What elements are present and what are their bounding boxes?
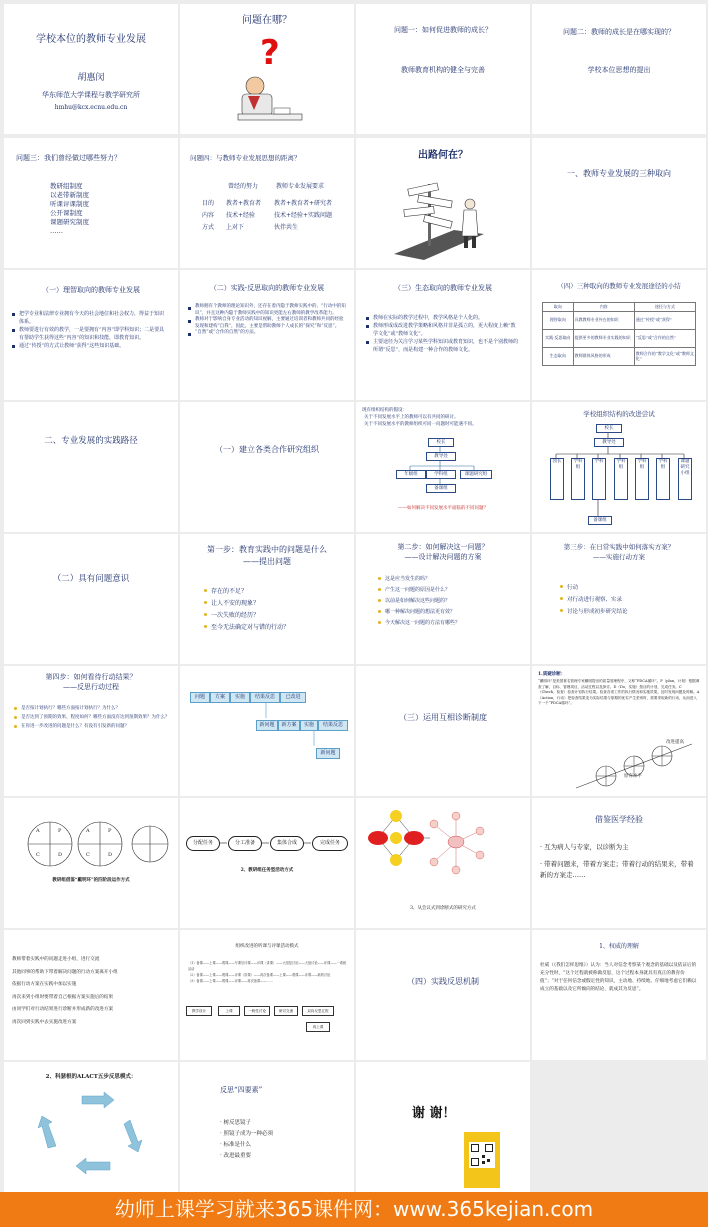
step-pill: 集体合成 <box>270 836 304 851</box>
experience-list: · 互为病人与专家，以诊断为主 · 带着问题来，带着方案走；带着行动的结果来，带着新的方案走…… <box>540 843 694 879</box>
cycle-label: A <box>36 828 40 834</box>
list-item: 互为病人与专家，以诊断为主 <box>544 843 629 851</box>
slide-9[interactable] <box>4 270 178 400</box>
step-pill: 分配任务 <box>186 836 220 851</box>
bullet-list <box>188 304 346 337</box>
column-header: 教师专业发展要求 <box>276 183 325 190</box>
org-box-unit: 学科组 <box>635 458 649 500</box>
list-item: 一次失败的经历？ <box>204 610 289 622</box>
slide-title: （三）运用互相诊断制度 <box>399 713 487 722</box>
slide-title: 第一步：教育实践中的问题是什么 <box>207 545 327 554</box>
thinking-man-icon <box>230 34 310 130</box>
list-item: 再次回到实践中去实施改进方案 <box>12 1019 77 1025</box>
row-label: 目的 <box>202 200 215 207</box>
table-row <box>543 347 696 365</box>
bullet-list <box>204 586 289 634</box>
slide-11[interactable] <box>356 270 530 400</box>
slide-12[interactable] <box>532 270 706 400</box>
slide-title: （一）理智取向的教师专业发展 <box>42 286 140 294</box>
list-item: 以前是如何解决这些问题的？ <box>378 596 460 607</box>
slide-18[interactable] <box>180 534 354 664</box>
slide-subtitle: ——提出问题 <box>243 557 291 566</box>
list-item: 依据行动方案在实践中加以实施 <box>12 982 77 987</box>
qr-code-icon <box>469 1142 495 1168</box>
row-label: 方式 <box>202 224 215 231</box>
slide-title: 二、专业发展的实践路径 <box>44 436 138 446</box>
list-item: 教师形成成改进教学策略和风格并非是孤立的，更大程度上赖“教学文化”或“教师文化”。 <box>366 322 520 338</box>
table-cell: 上对下 <box>226 224 245 231</box>
table-cell: 教师合作的“教学文化”或“教师文化” <box>634 347 695 365</box>
list-item: 主要途径为关注学习某些学科知识或教育知识，也不是个别教师的所谓“反思”，而是构建一种合作的教师文化。 <box>366 338 520 354</box>
slide-title: 1、权威的理解 <box>599 943 639 950</box>
slide-subtitle: ——反思行动过程 <box>63 683 119 691</box>
pdca-paragraph: “戴明环”是美国著名管理专家戴明提出的质量管理程序，又称“PDCA循环”。P（plan，计划）根据调查了解，目标、管理项目，活动过程以及探讨。D（Do，实施）按目的计划，完成任务。C（Check，检查）检查计划执行结果。检查各项工作的执行情况和实施效果。及时发现问题及时解。A（Action，行动）把检查结果变为实际结果与原期的优劣产生差别时，需要采取新的行动，从而进入下一个“PDCA循环”。 <box>538 679 700 706</box>
slide-14[interactable] <box>180 402 354 532</box>
caption: 2、教研组任务型活动方式 <box>240 868 294 873</box>
bullet-list <box>14 704 170 731</box>
cycle-label: C <box>36 852 40 858</box>
organization: 华东师范大学课程与教学研究所 <box>42 91 140 99</box>
flow-box: 方案 <box>210 692 230 703</box>
table-cell: 教师群体风格的形成 <box>573 347 634 365</box>
question: 问题二：教师的成长是在哪实现的？ <box>563 28 675 36</box>
cycle-label: D <box>58 852 63 858</box>
list-item: 在你进一步改进的问题是什么？有没有引发新的问题？ <box>14 722 170 731</box>
flow-box: 一般性讨论 <box>244 1006 270 1016</box>
slide-27[interactable] <box>356 798 530 928</box>
slide-21[interactable] <box>4 666 178 796</box>
slide-23[interactable] <box>356 666 530 796</box>
table-cell: 理智取向 <box>543 311 574 329</box>
list-item: 对行动进行观察、实录 <box>560 594 628 606</box>
flow-box: 教学设计 <box>186 1006 212 1016</box>
org-box-prep: 备课组 <box>588 516 612 525</box>
slide-3[interactable] <box>356 4 530 134</box>
list-item: 改进最重要 <box>223 1153 252 1159</box>
compare-past <box>226 198 261 234</box>
author: 胡惠闵 <box>77 73 105 83</box>
slide-10[interactable] <box>180 270 354 400</box>
slide-33[interactable] <box>4 1062 178 1192</box>
site-banner[interactable]: 幼师上课学习就来365课件网：www.365kejian.com <box>0 1192 708 1227</box>
list-item: 哪一种解决问题的想法更有效？ <box>378 607 460 618</box>
slide-title: 反思“四要素” <box>220 1086 263 1094</box>
flow-box: 研讨交流 <box>274 1006 298 1016</box>
flow-box: 结果反思 <box>318 720 348 731</box>
slide-19[interactable] <box>356 534 530 664</box>
slide-title: （四）实践反思机制 <box>407 977 479 986</box>
table-header: 内容 <box>573 303 634 312</box>
question: 问题三：我们曾经做过哪些努力？ <box>16 154 121 162</box>
table-cell: “反思”或“合作的自然” <box>634 329 695 347</box>
slide-title: 组织改进的听课与评课活动模式 <box>235 944 299 949</box>
list-item: 课题研究制度 <box>50 218 89 226</box>
list-item: 存在的不足？ <box>204 586 289 598</box>
list-item: 是否达到了预期的效果、程度如何？哪些方面没有达到预期效果？为什么？ <box>14 713 170 722</box>
slide-15[interactable] <box>356 402 530 532</box>
slide-1[interactable] <box>4 4 178 134</box>
list-item: 今天解决这一问题的方法有哪些？ <box>378 618 460 629</box>
bullet-list <box>378 574 460 629</box>
table-row <box>543 329 696 347</box>
list-item: 教师对于影响自身专业活动的知识视解，主要通过培训者和教师共同的经验发现和建构“自我”，因此，主要是帮助教师个人成长的“探究”和“反思”。 <box>188 317 346 330</box>
list-item: …… <box>50 227 63 235</box>
org-box-office: 教导处 <box>426 452 456 461</box>
list-item: 再次来到小组时要带着自己根据方案实施后的结果 <box>12 994 114 1000</box>
slide-28[interactable] <box>532 798 706 928</box>
answer: 学校本位思想的提出 <box>587 66 651 74</box>
list-item: 公开课制度 <box>50 209 83 217</box>
list-item: 听课评课制度 <box>50 200 89 208</box>
org-box-prep: 备课组 <box>426 484 456 493</box>
slide-title: 第二步：如何解决这一问题？ <box>397 543 489 551</box>
flow-box: 结果反思 <box>250 692 280 703</box>
list-item: 教师带着实践中的问题走进小组，进行交流 <box>12 957 100 962</box>
org-box-unit: 学科组 <box>656 458 670 500</box>
list-item: 照镜子成为一种必须 <box>223 1131 274 1137</box>
table-cell: 生态取向 <box>543 347 574 365</box>
diagram-label: 改进提高 <box>666 740 684 745</box>
slide-16[interactable] <box>532 402 706 532</box>
slide-title: 现有组织结构的假设： <box>362 408 407 413</box>
slide-6[interactable] <box>180 138 354 268</box>
org-box-principal: 校长 <box>428 438 454 447</box>
flow-box: 新问题 <box>316 748 340 759</box>
slide-17[interactable] <box>4 534 178 664</box>
svg-text:?: ? <box>260 34 280 73</box>
question: 问题一：如何促进教师的成长？ <box>394 26 492 34</box>
element-list: · 树反思镜子 · 照镜子成为一种必须 · 标准是什么 · 改进最重要 <box>220 1120 274 1159</box>
list-item: 行动 <box>560 582 628 594</box>
flow-arrows <box>180 666 354 796</box>
list-item: 讨论与形成初步研究结论 <box>560 606 628 618</box>
slide-subtitle: ——设计解决问题的方案 <box>404 553 482 561</box>
org-box-unit: 学科 <box>592 458 606 500</box>
slide-32[interactable] <box>532 930 706 1060</box>
qr-card <box>464 1132 500 1188</box>
slide-subtitle: ——实施行动方案 <box>593 553 645 561</box>
bullet-list <box>12 310 168 350</box>
empty-slot <box>532 1062 706 1192</box>
slide-25[interactable] <box>4 798 178 928</box>
list-item: 教师拥有个教师的理论知识外，还存在着内隐于教师实践中的、“行动中的知识”，并且这种内隐于教师实践中的知识更能左右教师的教学改革能力。 <box>188 304 346 317</box>
slide-30[interactable] <box>180 930 354 1060</box>
table-cell: 伙伴共生 <box>274 224 299 231</box>
table-header: 途径与方式 <box>634 303 695 312</box>
flow-box: 新方案 <box>278 720 300 731</box>
compare-labels <box>202 198 214 234</box>
org-box-grade: 年级组 <box>396 470 426 479</box>
answer: 教师教育机构的健全与完善 <box>401 66 485 74</box>
org-box-research: 课题研究组 <box>460 470 492 479</box>
flow-box: 问题 <box>190 692 210 703</box>
cycle-label: A <box>86 828 90 834</box>
alact-cycle-arrows <box>34 1090 150 1180</box>
slide-26[interactable] <box>180 798 354 928</box>
list-item: 教研组制度 <box>50 182 83 190</box>
table-cell: 实践·反思取向 <box>543 329 574 347</box>
slide-2[interactable] <box>180 4 354 134</box>
list-item: 标准是什么 <box>223 1142 252 1148</box>
quote-body: 杜威（《我们怎样思维》）认为：当人对信念考察某个观念的基础以及依证后的充分性时，“这个过程就被称做反思，这个过程本身就具有真正的教育价值”；“对于任何信念或假定性的知识，主动地、持续地、仔细地考虑它们赖以成立的基础以及它所倾向的结论，就成其为反思”。 <box>540 963 697 992</box>
table-header: 取向 <box>543 303 574 312</box>
org-box-subject: 学科组 <box>426 470 456 479</box>
slide-title: 出路何在？ <box>418 150 468 161</box>
bullet-list <box>366 314 520 354</box>
list-item: 让人不安的现象？ <box>204 598 289 610</box>
slide-13[interactable] <box>4 402 178 532</box>
slide-29[interactable] <box>4 930 178 1060</box>
mode-list <box>188 960 348 984</box>
flow-box: 再上课 <box>306 1022 330 1032</box>
slide-24[interactable] <box>532 666 706 796</box>
table-cell: 通过“传授”或“获得” <box>634 311 695 329</box>
slide-4[interactable] <box>532 4 706 134</box>
table-header-row <box>543 303 696 312</box>
slide-7[interactable] <box>356 138 530 268</box>
slide-title: 一、教师专业发展的三种取向 <box>567 169 671 178</box>
diagram-label: 原有水平 <box>624 774 642 779</box>
list-item: 关于不同发展水平的教师组织可同一问题时可能遇不同。 <box>364 421 477 427</box>
table-cell: 教者+教育者 <box>226 200 262 207</box>
slide-title: 谢 谢！ <box>412 1106 456 1121</box>
list-item: “自然”或“合作的自然”的方法。 <box>188 330 346 337</box>
slide-20[interactable] <box>532 534 706 664</box>
question: 问题四：与教师专业发展思想的距离？ <box>190 154 301 162</box>
org-box-unit: 学科组 <box>614 458 628 500</box>
slide-title: 第三步：在日常实践中如何落实方案？ <box>563 543 675 551</box>
flow-box: 上课 <box>218 1006 240 1016</box>
caption: ——如何解决不同发展水平面临的不同问题？ <box>398 506 488 511</box>
org-lines <box>356 402 530 532</box>
list-item: 产生这一问题的原因是什么？ <box>378 585 460 596</box>
slide-title: （一）建立各类合作研究组织 <box>215 445 319 454</box>
slide-8[interactable] <box>532 138 706 268</box>
org-box-unit: 学科组 <box>571 458 585 500</box>
list-item: 这是应当发生的吗？ <box>378 574 460 585</box>
org-box-office: 教导处 <box>594 438 624 447</box>
flow-box: 双向反思汇报 <box>302 1006 334 1016</box>
flow-box: 实施 <box>300 720 318 731</box>
slide-title: 2、科瑟根的ALACT五步反思模式： <box>45 1074 137 1080</box>
list-item: 由同学们对行动结果进行诊断并形成新的改进方案 <box>12 1007 114 1012</box>
effort-list <box>50 182 89 236</box>
signpost-icon <box>384 174 504 260</box>
slide-title: 学校本位的教师专业发展 <box>36 34 146 45</box>
slide-22[interactable] <box>180 666 354 796</box>
slide-35[interactable] <box>356 1062 530 1192</box>
slide-title: 借鉴医学经验 <box>595 815 643 824</box>
bullet-list <box>560 582 628 618</box>
cycle-label: C <box>86 852 90 858</box>
summary-table <box>542 302 696 366</box>
slide-title: 问题在哪？ <box>242 15 292 26</box>
list-item: （3）备课——上课——观课——评课——再次备课——…… <box>188 979 273 983</box>
step-pill: 分工准备 <box>228 836 262 851</box>
slide-title: （二）具有问题意识 <box>52 574 130 584</box>
org-box-unit: 园长 <box>550 458 564 500</box>
table-cell: 技术+经验+实践问题 <box>274 212 333 219</box>
table-cell: 提供更多的教师专业实践的知识 <box>573 329 634 347</box>
list-item: 是否按计划执行？哪些方面按计划执行？为什么？ <box>14 704 170 713</box>
list-item: 至今无法确定对与错的行动？ <box>204 622 289 634</box>
slide-title: （二）实践-反思取向的教师专业发展 <box>209 284 325 292</box>
slide-31[interactable] <box>356 930 530 1060</box>
email: hmhu@kcx.ecnu.edu.cn <box>54 104 128 111</box>
slide-title: 1.质疑诊断： <box>538 672 566 677</box>
process-lines <box>12 954 172 1029</box>
slide-title: （四）三种取向的教师专业发展途径的小结 <box>557 282 681 290</box>
table-cell: 具教教师专业外在的知识 <box>573 311 634 329</box>
list-item: 树反思镜子 <box>223 1120 252 1126</box>
cycle-label: P <box>108 828 112 834</box>
slide-title: （三）生态取向的教师专业发展 <box>394 284 492 292</box>
caption: 3、从会议式到诊断式的研究方式 <box>410 906 476 911</box>
list-item: 通过“传授”的方式让教师“获得”这些知识基础。 <box>12 342 168 350</box>
step-arrows <box>180 798 354 928</box>
slide-title: 学校组织结构的改进尝试 <box>583 410 655 418</box>
caption: 教研组借鉴“戴明环”的四阶段运作方式 <box>52 878 130 883</box>
list-item: 把学专业和法律专业拥有今天的社会地位和社会权力，得益于知识体系。 <box>12 310 168 326</box>
flow-box: 已改进 <box>280 692 306 703</box>
slide-title: 第四步：如何看待行动结果？ <box>45 673 137 681</box>
table-cell: 教者+教育者+研究者 <box>274 200 333 207</box>
list-item: 教师要进行有效的教学，一是要拥有“内容”即学科知识；二是要具有帮助学生获得这些“内容”的知识和技能，即教育知识。 <box>12 326 168 342</box>
cycle-label: D <box>108 852 113 858</box>
table-row <box>543 311 696 329</box>
list-item: 以老带新制度 <box>50 191 89 199</box>
column-header: 曾经的努力 <box>228 183 259 190</box>
list-item: （1）备课——上课——观课——写课后评课——评课（讲课）——大组复讨论——大组讨论——评课——一系统活动 <box>188 961 347 971</box>
pdca-circles-diagram <box>4 798 178 928</box>
slide-5[interactable] <box>4 138 178 268</box>
flow-box: 实施 <box>230 692 250 703</box>
list-item: 其他同事的帮助下带着解决问题的行动方案离开小组 <box>12 969 118 975</box>
list-item: （2）备课——上课——观课——评课（讲课）——再次备课——上课——观课——评课——新的讨论 <box>188 973 331 977</box>
org-box-unit: 课题研究小组 <box>678 458 692 500</box>
cycle-label: P <box>58 828 62 834</box>
list-item: 关于不同发展水平上的教师可以有共同的研讨。 <box>364 415 459 420</box>
org-box-principal: 校长 <box>596 424 622 433</box>
list-item: 教师在实际的教学过程中，教学风格是个人化的。 <box>366 314 520 322</box>
list-item: 带着问题来，带着方案走；带着行动的结果来，带着新的方案走…… <box>540 860 694 879</box>
row-label: 内容 <box>202 212 215 219</box>
table-cell: 技术+经验 <box>226 212 256 219</box>
slide-34[interactable] <box>180 1062 354 1192</box>
flow-box: 新问题 <box>256 720 278 731</box>
step-pill: 完成任务 <box>312 836 348 851</box>
compare-required <box>274 198 332 234</box>
